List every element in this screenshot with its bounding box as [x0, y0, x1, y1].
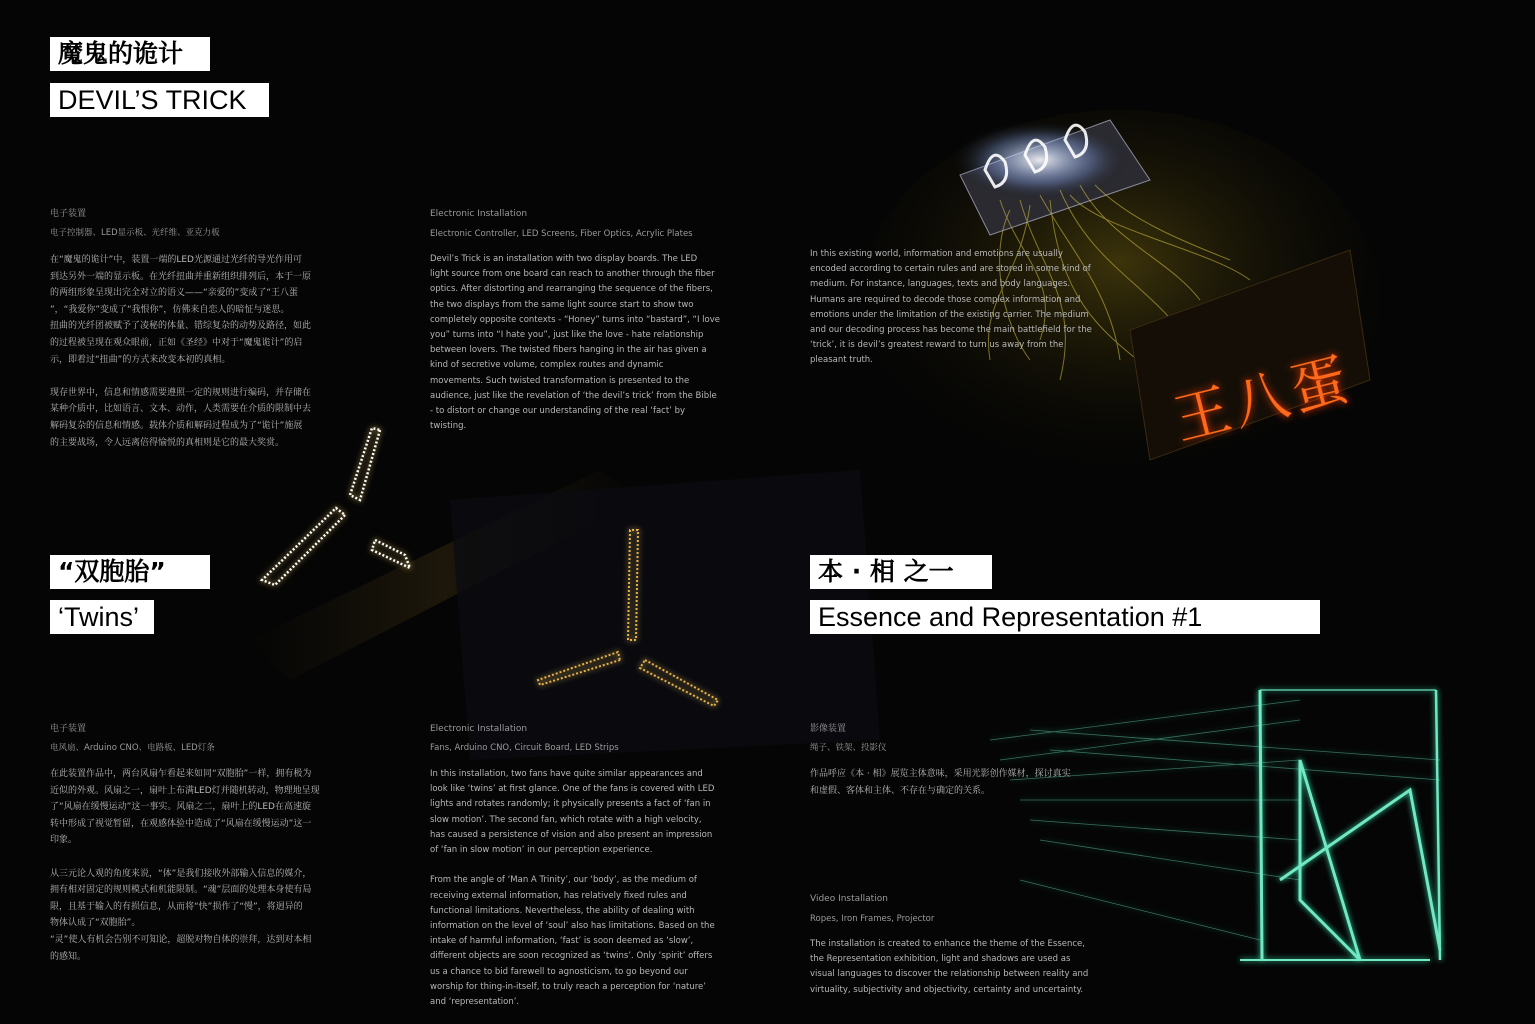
twins-cn-materials: 电风扇、Arduino CNO、电路板、LED灯条 [50, 743, 215, 753]
essence-title-cn: 本 · 相 之一 [810, 555, 992, 589]
twins-cn-body: 在此装置作品中，两台风扇乍看起来如同“双胞胎”一样，拥有极为 近似的外观。风扇之一，扇叶上布满LED灯并随机转动，物理地呈现 了“风扇在缓慢运动”这一事实。风扇之二，扇叶上的LED在高速旋 转中形成了视觉暂留，在观感体验中造成了“风扇在缓慢运动”这一 印象。 从三元论人观的角度来说，“体”是我们接收外部输入信息的媒介， 拥有相对固定的规则模式和机能限制。“魂”层面的处理本身使有局 限，且基于输入的有损信息，从而将“快”损作了“慢”，将迥异的 物体认成了“双胞胎”。 “灵”使人有机会告别不可知论，超脱对物自体的崇拜，达到对本相 的感知。 [50, 769, 320, 962]
rope-installation-image [990, 690, 1440, 960]
twins-cn-label: 电子装置 [50, 724, 87, 734]
twins-en-body: In this installation, two fans have quite similar appearances and look like ‘twins’ at first glance. One of the fans is covered with LED lights and rotates randomly; it physically presents a fact of ‘fan in slow motion’. The second fan, which rotate with a high velocity, has caused a persistence of vision and also present an impression of ‘fan in slow motion’ in our perception experience. From the angle of ‘Man A Trinity’, our ‘body’, as the medium of receiving external information, has relatively fixed rules and functional limitations. Nevertheless, the ability of dealing with information on the level of ‘soul’ also has limitations. Based on the intake of harmful information, ‘fast’ is soon deemed as ‘slow’, different objects are soon recognized as ‘twins’. Only ‘spirit’ offers us a chance to bid farewell to agnosticism, to go beyond our worship for thing-in-itself, to truly reach a perception for ‘nature’ and ‘representation’. [430, 769, 715, 1008]
essence-cn-body: 作品呼应《本 · 相》展览主体意味，采用光影创作媒材，探讨真实 和虚假、客体和主体、不存在与确定的关系。 [810, 769, 1071, 796]
essence-cn-label: 影像装置 [810, 724, 847, 734]
twin-fans-image [250, 428, 880, 760]
led-display-text: 王八蛋 [1167, 346, 1359, 454]
devils-trick-title-cn: 魔鬼的诡计 [50, 37, 210, 71]
devils-trick-cn-materials: 电子控制器、LED显示板、光纤维、亚克力板 [50, 228, 220, 238]
fan-one [262, 428, 410, 585]
devils-trick-en-label: Electronic Installation [430, 209, 528, 219]
devils-trick-cn-body: 在“魔鬼的诡计”中，装置一端的LED光源通过光纤的导光作用可 到达另外一端的显示板。在光纤扭曲并重新组织排列后，本于一原 的两组形象呈现出完全对立的语义——“亲爱的”变成了“王八蛋 ”，“我爱你”变成了“我恨你”，仿佛来自恋人的暗怔与迷思。 扭曲的光纤团被赋予了凌秘的体量、错综复杂的动势及路径，如此 的过程被呈现在观众眼前，正如《圣经》中对于“魔鬼诡计”的启 示，即着过“扭曲”的方式来改变本初的真相。 现存世界中，信息和情感需要遵照一定的规则进行编码，并存储在 某种介质中，比如语言、文本、动作，人类需要在介质的限制中去 解码复杂的信息和情感。载体介质和解码过程成为了“诡计”施展 的主要战场，令人远离倍得愉悦的真相则是它的最大奖赏。 [50, 255, 312, 448]
twins-title-en: ‘Twins’ [50, 600, 154, 634]
essence-cn-materials: 绳子、铁架、投影仪 [810, 743, 887, 753]
devils-trick-title-en: DEVIL’S TRICK [50, 83, 269, 117]
devils-trick-en-materials: Electronic Controller, LED Screens, Fiber Optics, Acrylic Plates [430, 229, 693, 239]
essence-en-materials: Ropes, Iron Frames, Projector [810, 914, 935, 924]
twins-title-cn: “双胞胎” [50, 555, 210, 589]
devils-trick-cn-label: 电子装置 [50, 209, 87, 219]
essence-en-body: The installation is created to enhance the theme of the Essence, the Representation exhibition, light and shadows are used as visual languages to discover the relationship between reality and virtuality, subjectivity and objectivity, certainty and uncertainty. [810, 939, 1089, 995]
twins-en-label: Electronic Installation [430, 724, 528, 734]
devils-trick-en-body-2: In this existing world, information and emotions are usually encoded according to certain rules and are stored in some kind of medium. For instance, languages, texts and body languages. Humans are required to decode those complex information and emotions under the limitation of the existing carrier. The medium and our decoding process has become the main battlefield for the ‘trick’, it is devil’s greatest reward to turn us away from the pleasant truth. [810, 249, 1092, 366]
essence-title-en: Essence and Representation #1 [810, 600, 1320, 634]
essence-en-label: Video Installation [810, 894, 888, 904]
twins-en-materials: Fans, Arduino CNO, Circuit Board, LED Strips [430, 743, 619, 753]
devils-trick-en-body: Devil’s Trick is an installation with two display boards. The LED light source from one board can reach to another through the fiber optics. After distorting and rearranging the sequence of the fibers, the two displays from the same light source start to show two completely opposite contexts - “Honey” turns into “bastard”, “I love you” turns into “I hate you”, just like the love - hate relationship between lovers. The twisted fibers hanging in the air has given a kind of secretive volume, complex routes and dynamic movements. Such twisted transformation is presented to the audience, just like the revelation of ‘the devil’s trick’ from the Bible - to distort or change our understanding of the real ‘fact’ by twisting. [430, 254, 720, 432]
